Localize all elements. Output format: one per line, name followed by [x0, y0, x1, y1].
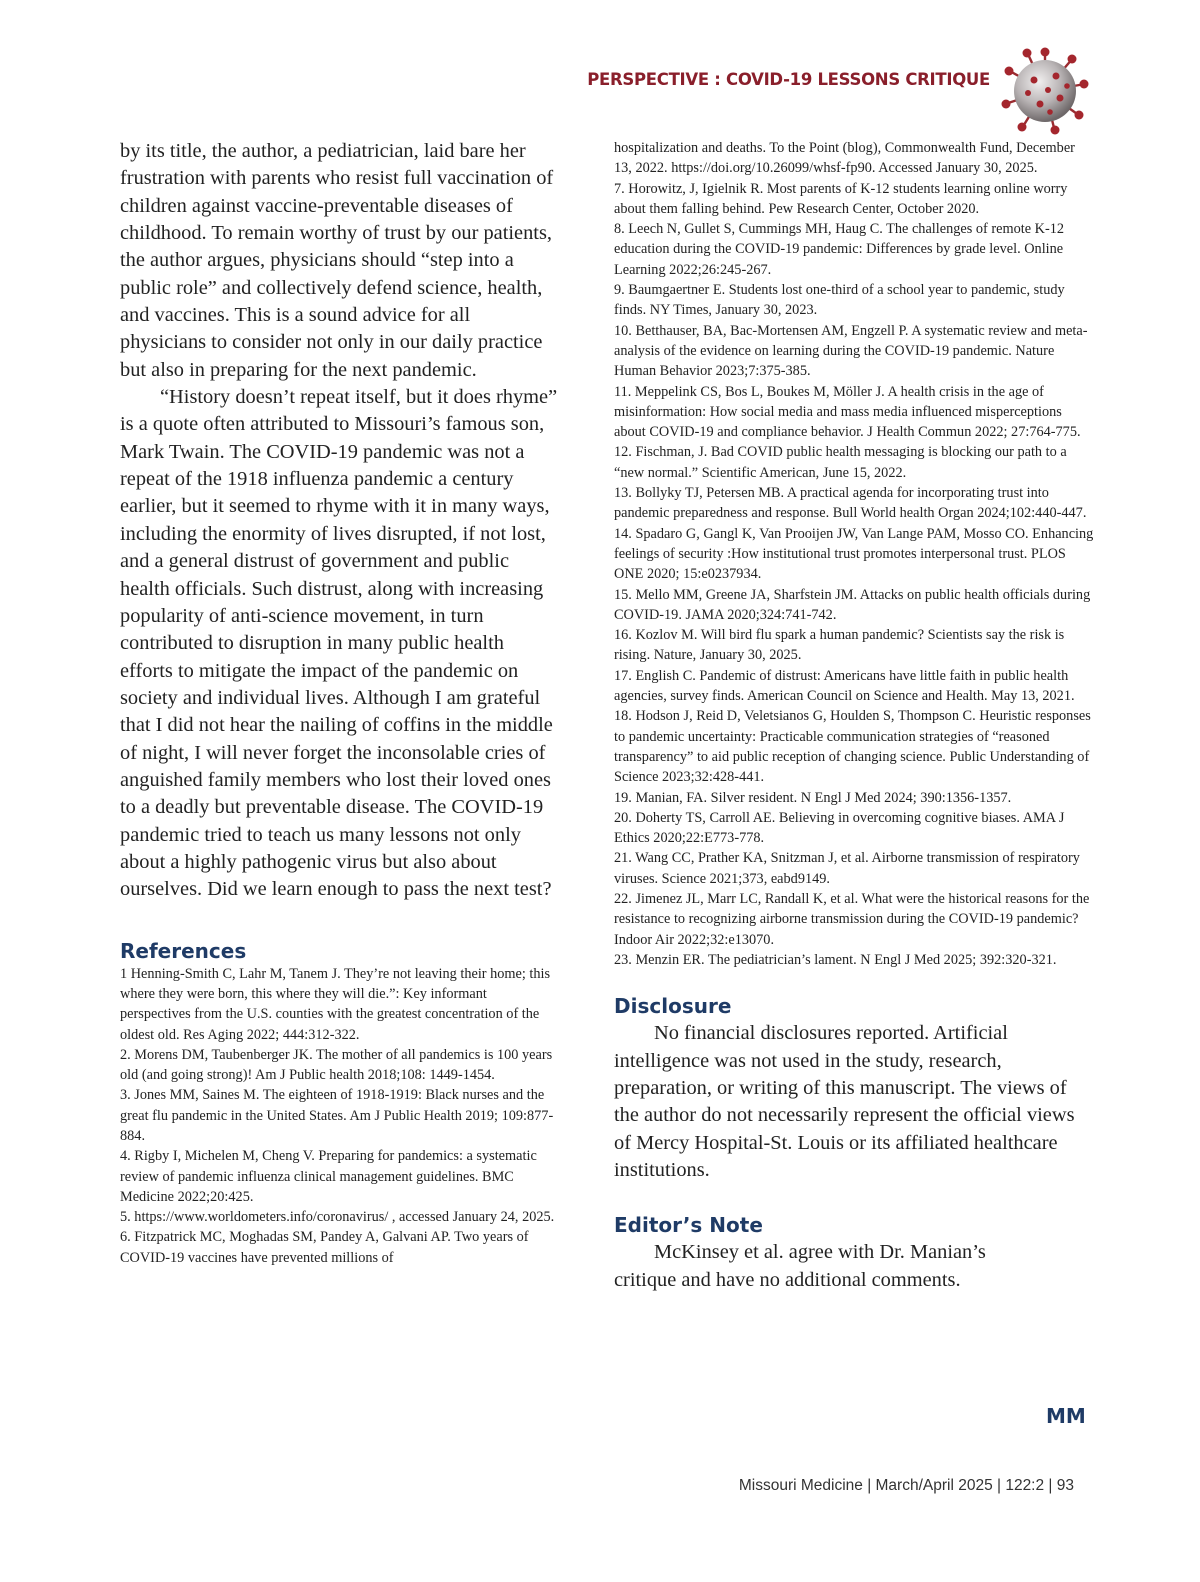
reference-item: 5. https://www.worldometers.info/coronavirus/ , accessed January 24, 2025.	[120, 1209, 555, 1226]
reference-item: 4. Rigby I, Michelen M, Cheng V. Preparing for pandemics: a systematic review of pandemic influenza clinical management guidelines. BMC Medicine 2022;20:425.	[120, 1148, 537, 1205]
reference-item: 18. Hodson J, Reid D, Veletsianos G, Houlden S, Thompson C. Heuristic responses to pandemic uncertainty: Practicable communication strategies of “reasoned transparency” to aid public reception of changing science. Public Understanding of Science 2023;32:428-441.	[614, 708, 1091, 786]
reference-item: 15. Mello MM, Greene JA, Sharfstein JM. Attacks on public health officials during COVID-19. JAMA 2020;324:741-742.	[614, 586, 1091, 623]
body-paragraph: “History doesn’t repeat itself, but it does rhyme” is a quote often attributed to Missouri’s famous son, Mark Twain. The COVID-19 pandemic was not a repeat of the 1918 influenza pandemic a century earlier, but it seemed to rhyme with it in many ways, including the enormity of lives disrupted, if not lost, and a general distrust of government and public health officials. Such distrust, along with increasing popularity of anti-science movement, in turn contributed to disruption in many public health efforts to mitigate the impact of the pandemic on society and individual lives. Although I am grateful that I did not hear the nailing of coffins in the middle of night, I will never forget the inconsolable cries of anguished family members who lost their loved ones to a deadly but preventable disease. The COVID-19 pandemic tried to teach us many lessons not only about a highly pathogenic virus but also about ourselves. Did we learn enough to pass the next test?	[120, 386, 558, 901]
reference-item: 17. English C. Pandemic of distrust: Americans have little faith in public health agencies, survey finds. American Council on Science and Health. May 13, 2021.	[614, 667, 1075, 705]
reference-item: 14. Spadaro G, Gangl K, Van Prooijen JW, Van Lange PAM, Mosso CO. Enhancing feelings of security :How institutional trust promotes interpersonal trust. PLOS ONE 2020; 15:e0237934.	[614, 525, 1094, 583]
reference-item: 2. Morens DM, Taubenberger JK. The mother of all pandemics is 100 years old (and going strong)! Am J Public health 2018;108: 1449-1454.	[120, 1046, 553, 1084]
editors-note-text: McKinsey et al. agree with Dr. Manian’s critique and have no additional comments.	[614, 1241, 986, 1291]
references-list-right	[614, 138, 1094, 970]
reference-item: 20. Doherty TS, Carroll AE. Believing in overcoming cognitive biases. AMA J Ethics 2020;22:E773-778.	[614, 809, 1065, 847]
references-list-left	[120, 964, 560, 1268]
page-footer: Missouri Medicine | March/April 2025 | 122:2 | 93	[738, 1477, 1074, 1494]
reference-item: 9. Baumgaertner E. Students lost one-third of a school year to pandemic, study finds. NY Times, January 30, 2023.	[614, 282, 1065, 319]
reference-item: 6. Fitzpatrick MC, Moghadas SM, Pandey A, Galvani AP. Two years of COVID-19 vaccines have prevented millions of	[120, 1229, 529, 1266]
body-paragraph: by its title, the author, a pediatrician, laid bare her frustration with parents who resist full vaccination of children against vaccine-preventable diseases of childhood. To remain worthy of trust by our patients, the author argues, physicians should “step into a public role” and collectively defend science, health, and vaccines. This is a sound advice for all physicians to consider not only in our daily practice but also in preparing for the next pandemic.	[120, 140, 554, 381]
reference-item: 13. Bollyky TJ, Petersen MB. A practical agenda for incorporating trust into pandemic preparedness and response. Bull World health Organ 2024;102:440-447.	[614, 485, 1087, 522]
references-heading: References	[120, 938, 247, 963]
right-column	[614, 138, 1094, 1294]
reference-item: hospitalization and deaths. To the Point (blog), Commonwealth Fund, December 13, 2022. https://doi.org/10.26099/whsf-fp90. Accessed January 30, 2025.	[614, 140, 1075, 177]
reference-item: 10. Betthauser, BA, Bac-Mortensen AM, Engzell P. A systematic review and meta-analysis of the evidence on learning during the COVID-19 pandemic. Nature Human Behavior 2023;7:375-385.	[614, 322, 1088, 380]
reference-item: 8. Leech N, Gullet S, Cummings MH, Haug C. The challenges of remote K-12 education during the COVID-19 pandemic: Differences by grade level. Online Learning 2022;26:245-267.	[614, 221, 1065, 278]
left-column	[120, 138, 560, 1268]
editor-signoff: MM	[1046, 1404, 1086, 1428]
section-header: PERSPECTIVE : COVID-19 LESSONS CRITIQUE	[587, 70, 990, 89]
reference-item: 7. Horowitz, J, Igielnik R. Most parents of K-12 students learning online worry about them falling behind. Pew Research Center, October 2020.	[614, 180, 1068, 217]
reference-item: 21. Wang CC, Prather KA, Snitzman J, et al. Airborne transmission of respiratory viruses. Science 2021;373, eabd9149.	[614, 850, 1080, 887]
reference-item: 11. Meppelink CS, Bos L, Boukes M, Möller J. A health crisis in the age of misinformation: How social media and mass media influenced misperceptions about COVID-19 and compliance behavior. J Health Commun 2022; 27:764-775.	[614, 383, 1081, 441]
reference-item: 23. Menzin ER. The pediatrician’s lament. N Engl J Med 2025; 392:320-321.	[614, 951, 1057, 968]
disclosure-heading: Disclosure	[614, 994, 732, 1019]
reference-item: 16. Kozlov M. Will bird flu spark a human pandemic? Scientists say the risk is rising. Nature, January 30, 2025.	[614, 627, 1065, 664]
reference-item: 3. Jones MM, Saines M. The eighteen of 1918-1919: Black nurses and the great flu pandemic in the United States. Am J Public Health 2019; 109:877-884.	[120, 1087, 554, 1144]
reference-item: 12. Fischman, J. Bad COVID public health messaging is blocking our path to a “new normal.” Scientific American, June 15, 2022.	[614, 444, 1067, 481]
editors-note-heading: Editor’s Note	[614, 1213, 763, 1238]
reference-item: 19. Manian, FA. Silver resident. N Engl J Med 2024; 390:1356-1357.	[614, 789, 1012, 806]
reference-item: 1 Henning-Smith C, Lahr M, Tanem J. They’re not leaving their home; this where they were born, this where they will die.”: Key informant perspectives from the U.S. counties with the greatest concentration of the oldest old. Res Aging 2022; 444:312-322.	[120, 965, 551, 1043]
disclosure-text: No financial disclosures reported. Artificial intelligence was not used in the study, research, preparation, or writing of this manuscript. The views of the author do not necessarily represent the official views of Mercy Hospital-St. Louis or its affiliated healthcare institutions.	[614, 1022, 1075, 1181]
reference-item: 22. Jimenez JL, Marr LC, Randall K, et al. What were the historical reasons for the resistance to recognizing airborne transmission during the COVID-19 pandemic? Indoor Air 2022;32:e13070.	[614, 890, 1090, 948]
coronavirus-icon	[1000, 46, 1090, 136]
